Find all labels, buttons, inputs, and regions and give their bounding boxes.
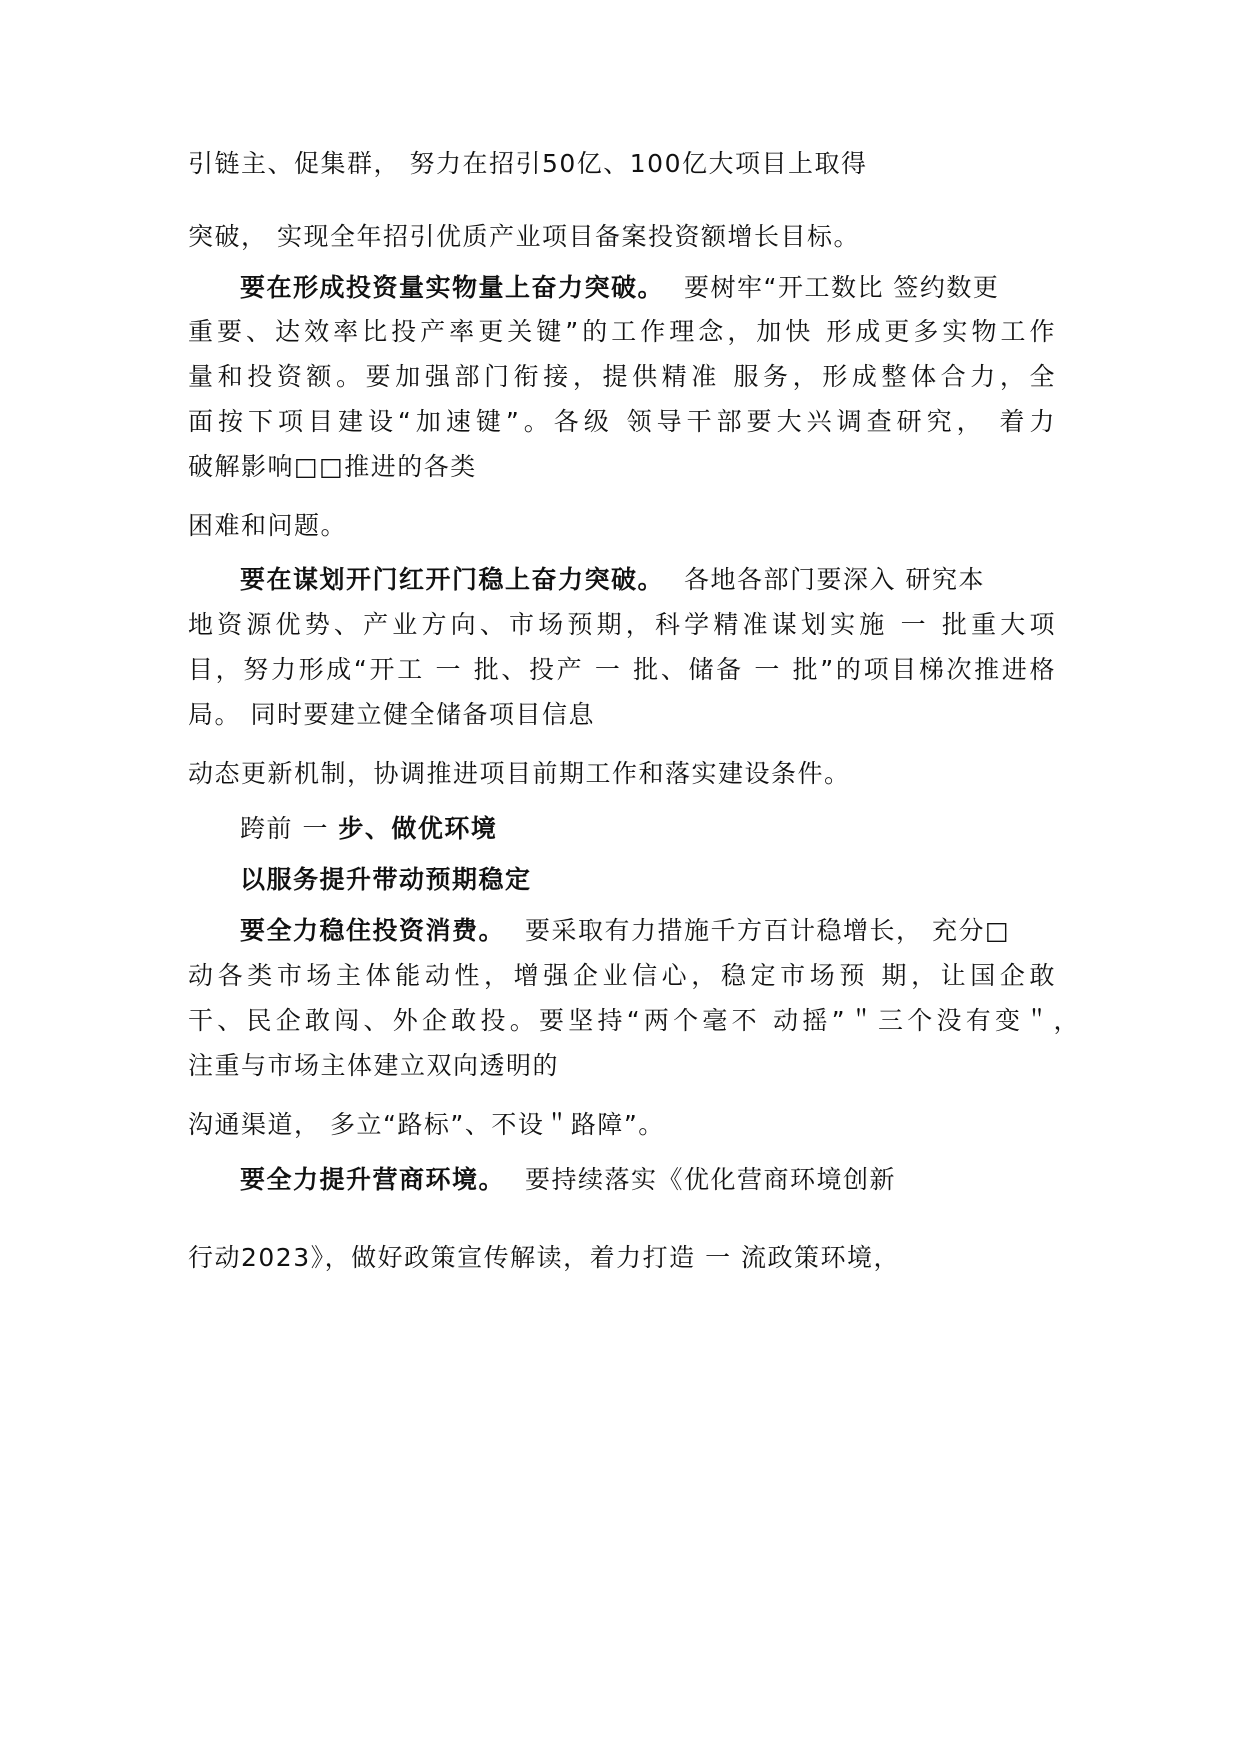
body-line: 注重与市场主体建立双向透明的 [188, 1051, 560, 1080]
body-line: 地资源优势、产业方向、市场预期，科学精准谋划实施 一 批重大项 [188, 610, 1056, 639]
body-line: 干、民企敢闯、外企敢投。要坚持“两个毫不 动摇”＂三个没有变＂， [188, 1006, 1080, 1035]
body-line: 量和投资额。要加强部门衔接，提供精准 服务，形成整体合力，全 [188, 362, 1056, 391]
body-line: 动各类市场主体能动性，增强企业信心，稳定市场预 期，让国企敢 [188, 961, 1056, 990]
body-line: 破解影响□□推进的各类 [188, 452, 477, 481]
paragraph-heading: 要全力稳住投资消费。 [240, 916, 506, 945]
body-line: 行动2023》，做好政策宣传解读，着力打造 一 流政策环境， [188, 1243, 901, 1272]
body-line: 动态更新机制，协调推进项目前期工作和落实建设条件。 [188, 759, 851, 788]
paragraph-heading: 要全力提升营商环境。 [240, 1165, 506, 1194]
paragraph-lead: 要在谋划开门红开门稳上奋力突破。 各地各部门要深入 研究本 [240, 565, 985, 594]
paragraph-heading: 要在谋划开门红开门稳上奋力突破。 [240, 565, 665, 594]
paragraph-lead: 要全力稳住投资消费。 要采取有力措施千方百计稳增长， 充分□ [240, 916, 1011, 945]
body-line: 局。 同时要建立健全储备项目信息 [188, 700, 595, 729]
body-line: 重要、达效率比投产率更关键”的工作理念，加快 形成更多实物工作 [188, 317, 1056, 346]
body-line: 困难和问题。 [188, 511, 348, 540]
body-line: 目，努力形成“开工 一 批、投产 一 批、储备 一 批”的项目梯次推进格 [188, 655, 1056, 684]
body-line: 面按下项目建设“加速键”。各级 领导干部要大兴调查研究， 着力 [188, 407, 1056, 436]
paragraph-lead: 要全力提升营商环境。 要持续落实《优化营商环境创新 [240, 1165, 897, 1194]
body-line: 沟通渠道， 多立“路标”、不设＂路障”。 [188, 1110, 665, 1139]
body-line: 引链主、促集群， 努力在招引50亿、100亿大项目上取得 [188, 149, 868, 178]
section-heading: 跨前 一 步、做优环境 [240, 814, 498, 843]
paragraph-heading: 要在形成投资量实物量上奋力突破。 [240, 273, 665, 302]
body-line: 突破， 实现全年招引优质产业项目备案投资额增长目标。 [188, 222, 860, 251]
section-subheading: 以服务提升带动预期稳定 [240, 865, 532, 894]
paragraph-lead: 要在形成投资量实物量上奋力突破。 要树牢“开工数比 签约数更 [240, 273, 1000, 302]
